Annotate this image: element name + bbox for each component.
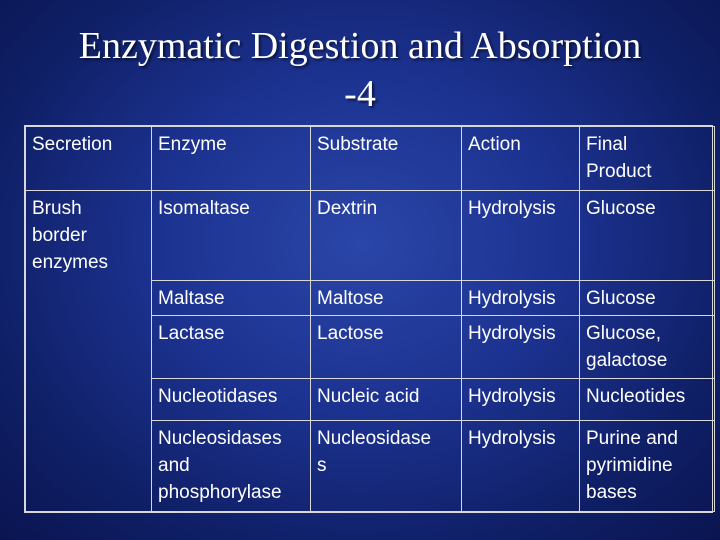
cell-enzyme: Lactase: [152, 316, 311, 379]
header-action: Action: [462, 127, 580, 191]
cell-secretion: [26, 281, 152, 316]
cell-enzyme: Nucleotidases: [152, 379, 311, 421]
enzyme-table-grid: [25, 126, 715, 512]
table-row: [26, 421, 715, 512]
cell-enzyme: Nucleosidases and phosphorylase: [152, 421, 311, 512]
enzyme-table: [24, 125, 713, 513]
cell-final-product: Glucose: [580, 191, 715, 281]
cell-substrate: Dextrin: [311, 191, 462, 281]
cell-enzyme: Maltase: [152, 281, 311, 316]
cell-final-product: Glucose: [580, 281, 715, 316]
header-final-product: Final Product: [580, 127, 715, 191]
slide-title: [0, 22, 720, 118]
cell-secretion: [26, 421, 152, 512]
header-secretion: Secretion: [26, 127, 152, 191]
table-row: [26, 281, 715, 316]
table-row: [26, 379, 715, 421]
cell-final-product: Purine and pyrimidine bases: [580, 421, 715, 512]
cell-secretion: [26, 379, 152, 421]
cell-secretion: Brush border enzymes: [26, 191, 152, 281]
slide-title-line-2: -4: [344, 73, 376, 115]
cell-final-product: Glucose, galactose: [580, 316, 715, 379]
cell-action: Hydrolysis: [462, 421, 580, 512]
cell-action: Hydrolysis: [462, 281, 580, 316]
header-substrate: Substrate: [311, 127, 462, 191]
table-row: [26, 191, 715, 281]
table-header-row: [26, 127, 715, 191]
cell-substrate: Nucleosidase s: [311, 421, 462, 512]
cell-secretion: [26, 316, 152, 379]
cell-substrate: Nucleic acid: [311, 379, 462, 421]
table-row: [26, 316, 715, 379]
cell-action: Hydrolysis: [462, 191, 580, 281]
cell-substrate: Lactose: [311, 316, 462, 379]
cell-final-product: Nucleotides: [580, 379, 715, 421]
cell-action: Hydrolysis: [462, 316, 580, 379]
cell-action: Hydrolysis: [462, 379, 580, 421]
slide-title-line-1: Enzymatic Digestion and Absorption: [78, 25, 642, 67]
header-enzyme: Enzyme: [152, 127, 311, 191]
cell-substrate: Maltose: [311, 281, 462, 316]
cell-enzyme: Isomaltase: [152, 191, 311, 281]
